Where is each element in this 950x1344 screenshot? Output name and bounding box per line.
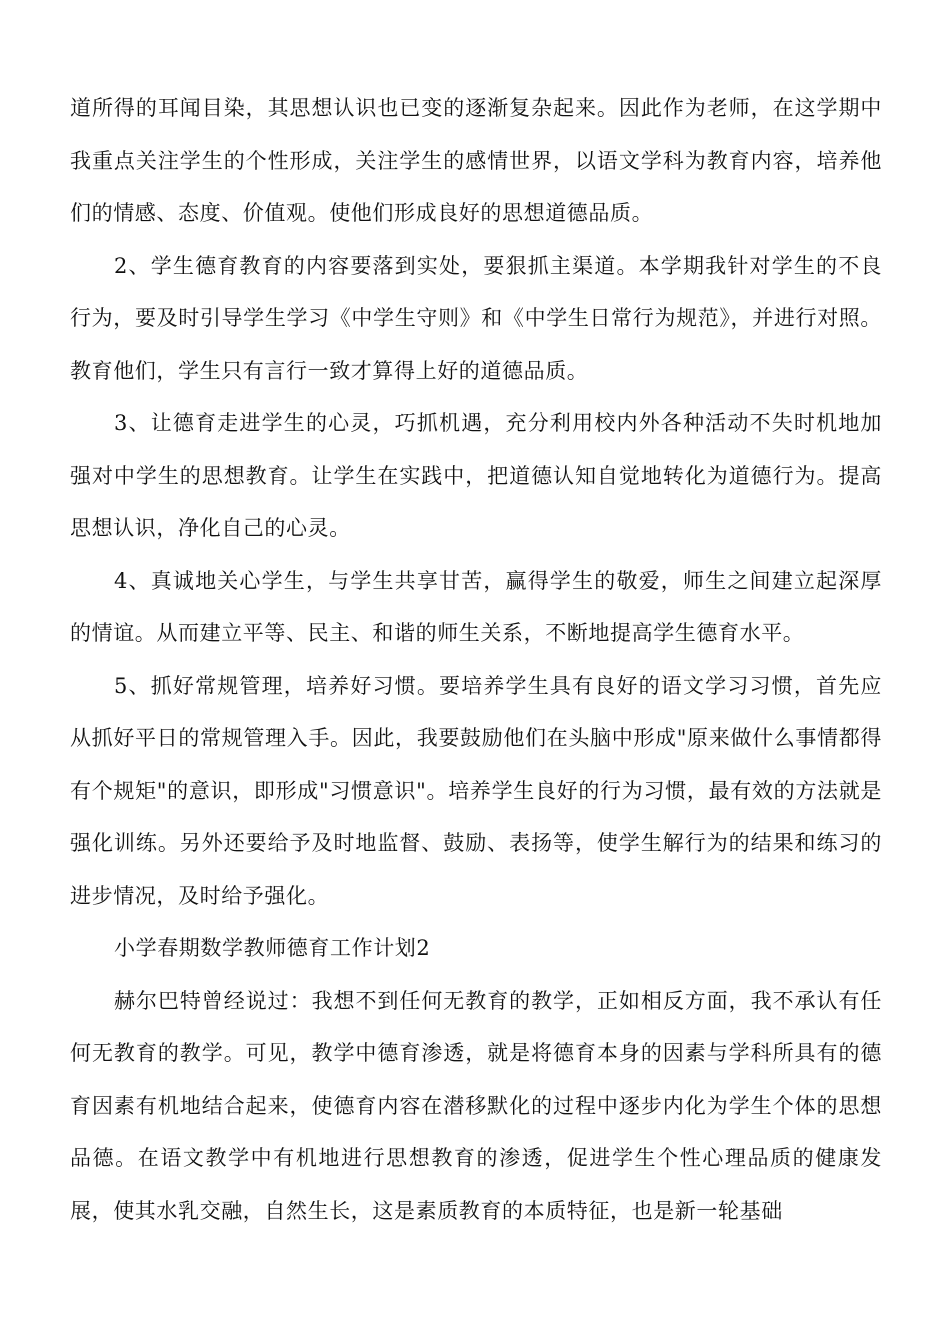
paragraph-intro: 赫尔巴特曾经说过：我想不到任何无教育的教学，正如相反方面，我不承认有任何无教育的教学。可见，教学中德育渗透，就是将德育本身的因素与学科所具有的德育因素有机地结合起来，使德育内容在潜移默化的过程中逐步内化为学生个体的思想品德。在语文教学中有机地进行思想教育的渗透，促进学生个性心理品质的健康发展，使其水乳交融，自然生长，这是素质教育的本质特征，也是新一轮基础 [70,988,882,1223]
paragraph-continued: 道所得的耳闻目染，其思想认识也已变的逐渐复杂起来。因此作为老师，在这学期中我重点关注学生的个性形成，关注学生的感情世界，以语文学科为教育内容，培养他们的情感、态度、价值观。使他们形成良好的思想道德品质。 [70,96,882,225]
paragraph-item-4: 4、真诚地关心学生，与学生共享甘苦，赢得学生的敬爱，师生之间建立起深厚的情谊。从而建立平等、民主、和谐的师生关系，不断地提高学生德育水平。 [70,568,882,645]
paragraph-item-5: 5、抓好常规管理，培养好习惯。要培养学生具有良好的语文学习习惯，首先应从抓好平日的常规管理入手。因此，我要鼓励他们在头脑中形成"原来做什么事情都得有个规矩"的意识，即形成"习惯意识"。培养学生良好的行为习惯，最有效的方法就是强化训练。另外还要给予及时地监督、鼓励、表扬等，使学生解行为的结果和练习的进步情况，及时给予强化。 [70,673,882,908]
document-body [70,82,882,1237]
paragraph-item-3: 3、让德育走进学生的心灵，巧抓机遇，充分利用校内外各种活动不失时机地加强对中学生的思想教育。让学生在实践中，把道德认知自觉地转化为道德行为。提高思想认识，净化自己的心灵。 [70,411,882,540]
paragraph-item-2: 2、学生德育教育的内容要落到实处，要狠抓主渠道。本学期我针对学生的不良行为，要及时引导学生学习《中学生守则》和《中学生日常行为规范》，并进行对照。教育他们，学生只有言行一致才算得上好的道德品质。 [70,253,882,383]
section-heading: 小学春期数学教师德育工作计划2 [114,936,431,960]
